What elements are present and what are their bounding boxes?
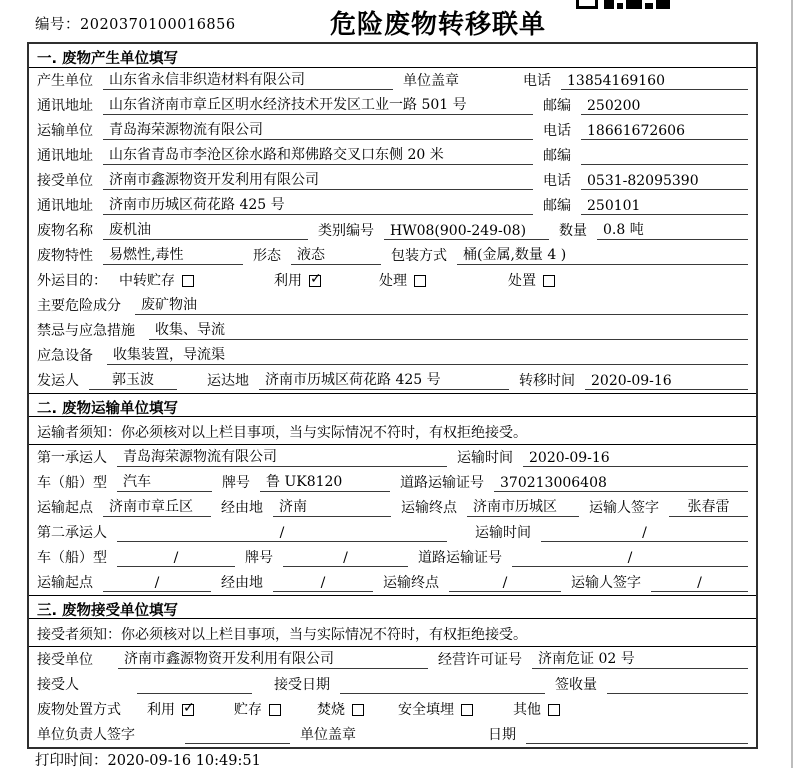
landfill-checkbox xyxy=(461,704,473,716)
category-label: 类别编号 xyxy=(318,223,374,239)
hazard-value: 废矿物油 xyxy=(135,294,748,315)
second-carrier-label: 第二承运人 xyxy=(37,525,107,541)
disposal-method-label: 废物处置方式 xyxy=(37,702,121,718)
carrier-signature2: / xyxy=(651,575,748,592)
responsible-sign-row xyxy=(29,722,756,747)
producer-phone: 13854169160 xyxy=(561,73,748,90)
address-label: 通讯地址 xyxy=(37,148,93,164)
option-label: 贮存 xyxy=(234,702,262,718)
date-value xyxy=(526,743,748,744)
form-label: 形态 xyxy=(253,248,281,264)
option-label: 利用 xyxy=(147,702,175,718)
store-checkbox xyxy=(269,704,281,716)
receiver-label: 接受单位 xyxy=(37,173,93,189)
transfer-time: 2020-09-16 xyxy=(585,373,748,390)
option-label: 焚烧 xyxy=(317,702,345,718)
address-label: 通讯地址 xyxy=(37,198,93,214)
transport-time-label: 运输时间 xyxy=(457,450,513,466)
via-label: 经由地 xyxy=(221,575,263,591)
transporter-notice: 运输者须知：你必须核对以上栏目事项，当与实际情况不符时，有权拒绝接受。 xyxy=(29,417,756,445)
receiver-phone: 0531-82095390 xyxy=(581,173,748,190)
waste-name: 废机油 xyxy=(103,219,308,240)
first-carrier-row xyxy=(29,445,756,470)
option-label: 处理 xyxy=(379,273,407,289)
permit-label: 经营许可证号 xyxy=(438,652,522,668)
packing-value: 桶(金属,数量 4 ) xyxy=(457,244,748,265)
treat-checkbox xyxy=(414,275,426,287)
plate-number2: / xyxy=(283,550,408,567)
receiver-value: 济南市鑫源物资开发利用有限公司 xyxy=(103,169,533,190)
zip-label: 邮编 xyxy=(543,98,571,114)
address-label: 通讯地址 xyxy=(37,98,93,114)
option-utilize xyxy=(274,270,321,290)
option-landfill xyxy=(398,699,473,719)
qr-block-icon xyxy=(656,0,670,9)
section2-header: 二. 废物运输单位填写 xyxy=(29,393,756,417)
first-carrier-value: 青岛海荣源物流有限公司 xyxy=(117,446,447,467)
receiver-address: 济南市历城区荷花路 425 号 xyxy=(103,194,533,215)
zip-label: 邮编 xyxy=(543,198,571,214)
dispatch-row xyxy=(29,368,756,393)
producer-zip: 250200 xyxy=(581,98,748,115)
receiver-row xyxy=(29,168,756,193)
route-start2: / xyxy=(103,575,211,592)
option-label: 利用 xyxy=(274,273,302,289)
transporter-label: 运输单位 xyxy=(37,123,93,139)
purpose-label: 外运目的： xyxy=(37,273,107,289)
print-time-value: 2020-09-16 10:49:51 xyxy=(107,753,261,768)
road-license-label: 道路运输证号 xyxy=(418,550,502,566)
vehicle2-row xyxy=(29,545,756,570)
route-end-label: 运输终点 xyxy=(401,500,457,516)
destination-label: 运达地 xyxy=(207,373,249,389)
quantity-value: 0.8 吨 xyxy=(597,219,748,240)
vehicle1-row xyxy=(29,470,756,495)
vehicle-type: 汽车 xyxy=(117,471,212,492)
producer-label: 产生单位 xyxy=(37,73,93,89)
road-license-label: 道路运输证号 xyxy=(400,475,484,491)
unit-seal-label: 单位盖章 xyxy=(403,73,459,89)
transporter-zip xyxy=(581,164,748,165)
transporter-phone: 18661672606 xyxy=(581,123,748,140)
carrier-sign-label: 运输人签字 xyxy=(589,500,659,516)
responsible-sign-label: 单位负责人签字 xyxy=(37,727,135,743)
responsible-signature xyxy=(185,743,290,744)
plate-label: 牌号 xyxy=(222,475,250,491)
emergency-measures-row xyxy=(29,318,756,343)
section3-header: 三. 废物接受单位填写 xyxy=(29,595,756,619)
option-label: 中转贮存 xyxy=(119,273,175,289)
via-value: 济南 xyxy=(273,496,391,517)
serial-number-line xyxy=(35,13,236,34)
equipment-label: 应急设备 xyxy=(37,348,93,364)
second-carrier-row xyxy=(29,520,756,545)
option-store xyxy=(234,699,281,719)
route1-row xyxy=(29,495,756,520)
utilize-checkbox xyxy=(309,275,321,287)
plate-number: 鲁 UK8120 xyxy=(260,471,390,492)
transport-time: 2020-09-16 xyxy=(523,450,748,467)
dispatcher-label: 发运人 xyxy=(37,373,79,389)
equipment-value: 收集装置，导流渠 xyxy=(107,344,748,365)
receiver-zip: 250101 xyxy=(581,198,748,215)
option-label: 其他 xyxy=(513,702,541,718)
route-start-label: 运输起点 xyxy=(37,500,93,516)
via-value2: / xyxy=(273,575,373,592)
received-qty-value xyxy=(607,693,748,694)
zip-label: 邮编 xyxy=(543,148,571,164)
section1-header: 一. 废物产生单位填写 xyxy=(29,44,756,68)
accept-person-label: 接受人 xyxy=(37,677,79,693)
receiver-notice: 接受者须知：你必须核对以上栏目事项，当与实际情况不符时，有权拒绝接受。 xyxy=(29,619,756,647)
waste-name-row xyxy=(29,218,756,243)
transporter-address-row xyxy=(29,143,756,168)
route-start-label: 运输起点 xyxy=(37,575,93,591)
accept-person-value xyxy=(137,693,252,694)
transport-time-label: 运输时间 xyxy=(475,525,531,541)
road-license-number2: / xyxy=(512,550,748,567)
accept-date-label: 接受日期 xyxy=(274,677,330,693)
producer-row xyxy=(29,68,756,93)
option-other xyxy=(513,699,560,719)
via-label: 经由地 xyxy=(221,500,263,516)
dispose-checkbox xyxy=(543,275,555,287)
accept-person-row xyxy=(29,672,756,697)
road-license-number: 370213006408 xyxy=(494,475,748,492)
hazard-component-row xyxy=(29,293,756,318)
second-carrier-value: / xyxy=(117,525,447,542)
accept-unit-value: 济南市鑫源物资开发利用有限公司 xyxy=(118,648,428,669)
emergency-equipment-row xyxy=(29,343,756,368)
quantity-label: 数量 xyxy=(559,223,587,239)
qr-block-icon xyxy=(576,0,598,9)
phone-label: 电话 xyxy=(523,73,551,89)
phone-label: 电话 xyxy=(543,173,571,189)
dispatcher-name: 郭玉波 xyxy=(89,369,177,390)
first-carrier-label: 第一承运人 xyxy=(37,450,107,466)
unit-seal-label: 单位盖章 xyxy=(300,727,356,743)
qr-block-icon xyxy=(626,0,642,9)
disposal-method-row xyxy=(29,697,756,722)
option-dispose xyxy=(508,270,555,290)
waste-name-label: 废物名称 xyxy=(37,223,93,239)
serial-number: 2020370100016856 xyxy=(80,17,236,33)
category-code: HW08(900-249-08) xyxy=(384,223,549,240)
vehicle-type-label: 车（船）型 xyxy=(37,550,107,566)
transporter-row xyxy=(29,118,756,143)
manifest-form xyxy=(27,42,758,749)
qr-code-fragment xyxy=(576,0,673,10)
qr-block-icon xyxy=(645,3,653,9)
transfer-purpose-row xyxy=(29,268,756,293)
received-qty-label: 签收量 xyxy=(555,677,597,693)
emergency-label: 禁忌与应急措施 xyxy=(37,323,135,339)
option-incinerate xyxy=(317,699,364,719)
qr-block-icon xyxy=(617,3,623,9)
waste-property-label: 废物特性 xyxy=(37,248,93,264)
route-end-label: 运输终点 xyxy=(383,575,439,591)
page-title: 危险废物转移联单 xyxy=(330,10,547,40)
waste-property-row xyxy=(29,243,756,268)
route2-row xyxy=(29,570,756,595)
transporter-address: 山东省青岛市李沧区徐水路和郑佛路交叉口东侧 20 米 xyxy=(103,144,533,165)
waste-property: 易燃性,毒性 xyxy=(103,244,243,265)
emergency-value: 收集、导流 xyxy=(149,319,748,340)
date-label: 日期 xyxy=(488,727,516,743)
option-label: 安全填埋 xyxy=(398,702,454,718)
packing-label: 包装方式 xyxy=(391,248,447,264)
incinerate-checkbox xyxy=(352,704,364,716)
accept-unit-label: 接受单位 xyxy=(37,652,93,668)
qr-block-icon xyxy=(604,0,614,9)
vehicle-type-label: 车（船）型 xyxy=(37,475,107,491)
transport-time2: / xyxy=(541,525,748,542)
permit-number: 济南危证 02 号 xyxy=(532,648,748,669)
carrier-signature: 张春雷 xyxy=(669,496,748,517)
option-utilize xyxy=(147,699,194,719)
route-end2: / xyxy=(449,575,561,592)
carrier-sign-label: 运输人签字 xyxy=(571,575,641,591)
plate-label: 牌号 xyxy=(245,550,273,566)
producer-address: 山东省济南市章丘区明水经济技术开发区工业一路 501 号 xyxy=(103,94,533,115)
transfer-time-label: 转移时间 xyxy=(519,373,575,389)
option-label: 处置 xyxy=(508,273,536,289)
option-treat xyxy=(379,270,426,290)
transit-storage-checkbox xyxy=(182,275,194,287)
hazard-label: 主要危险成分 xyxy=(37,298,121,314)
print-time-line xyxy=(35,749,261,768)
accept-unit-row xyxy=(29,647,756,672)
producer-value: 山东省永信非织造材料有限公司 xyxy=(103,69,393,90)
accept-date-value xyxy=(340,693,545,694)
option-transit-storage xyxy=(119,270,194,290)
destination-value: 济南市历城区荷花路 425 号 xyxy=(259,369,509,390)
producer-address-row xyxy=(29,93,756,118)
other-checkbox xyxy=(548,704,560,716)
form-value: 液态 xyxy=(291,244,381,265)
utilize-checkbox xyxy=(182,704,194,716)
route-end: 济南市历城区 xyxy=(467,496,579,517)
vehicle-type2: / xyxy=(117,550,235,567)
route-start: 济南市章丘区 xyxy=(103,496,211,517)
transporter-value: 青岛海荣源物流有限公司 xyxy=(103,119,533,140)
phone-label: 电话 xyxy=(543,123,571,139)
print-time-label: 打印时间： xyxy=(35,753,108,768)
receiver-address-row xyxy=(29,193,756,218)
serial-label: 编号： xyxy=(35,17,80,33)
